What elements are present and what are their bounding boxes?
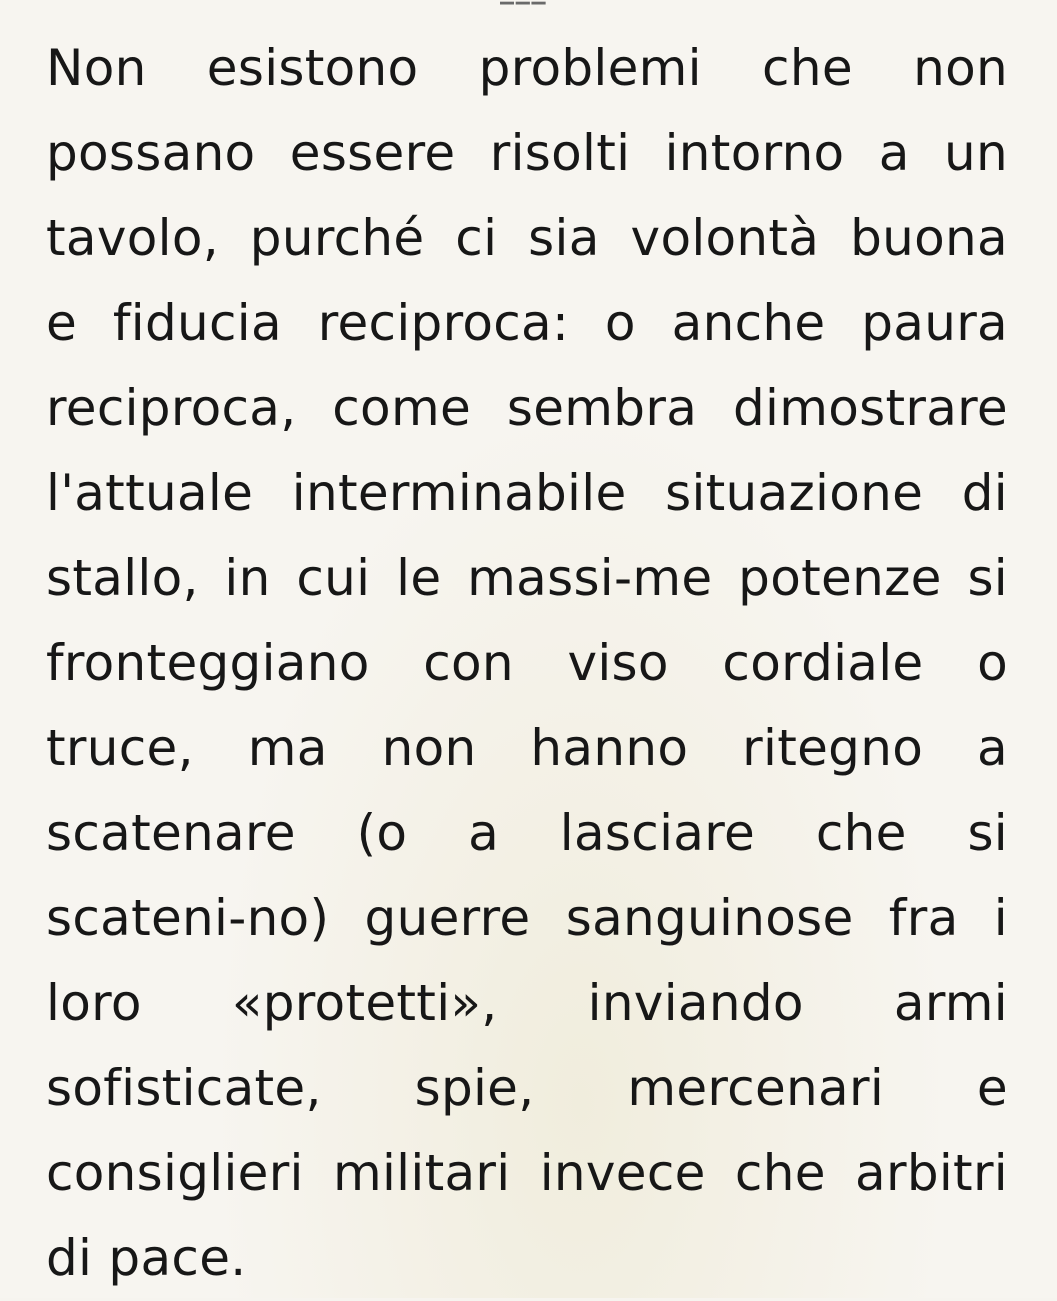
paragraph-line: tavolo, purché ci sia volontà buona xyxy=(46,209,1008,267)
paragraph-line: stallo, in cui le massi-me potenze si xyxy=(46,549,1008,607)
paragraph-line: l'attuale interminabile situazione di xyxy=(46,464,1008,522)
cropped-header-fragment xyxy=(500,0,564,6)
paragraph-line: fronteggiano con viso cordiale o xyxy=(46,634,1008,692)
paragraph-line-last: di pace. xyxy=(46,1229,247,1287)
body-paragraph xyxy=(46,26,1008,1301)
paragraph-line: Non esistono problemi che non xyxy=(46,39,1008,97)
paragraph-line: truce, ma non hanno ritegno a xyxy=(46,719,1008,777)
paragraph-line: reciproca, come sembra dimostrare xyxy=(46,379,1008,437)
paragraph-line: possano essere risolti intorno a un xyxy=(46,124,1008,182)
paragraph-line: scateni-no) guerre sanguinose fra i xyxy=(46,889,1008,947)
paragraph-line: loro «protetti», inviando armi xyxy=(46,974,1008,1032)
paragraph-line: scatenare (o a lasciare che si xyxy=(46,804,1008,862)
paragraph-line: sofisticate, spie, mercenari e xyxy=(46,1059,1008,1117)
paragraph-line: consiglieri militari invece che arbitri xyxy=(46,1144,1008,1202)
paragraph-line: e fiducia reciproca: o anche paura xyxy=(46,294,1008,352)
